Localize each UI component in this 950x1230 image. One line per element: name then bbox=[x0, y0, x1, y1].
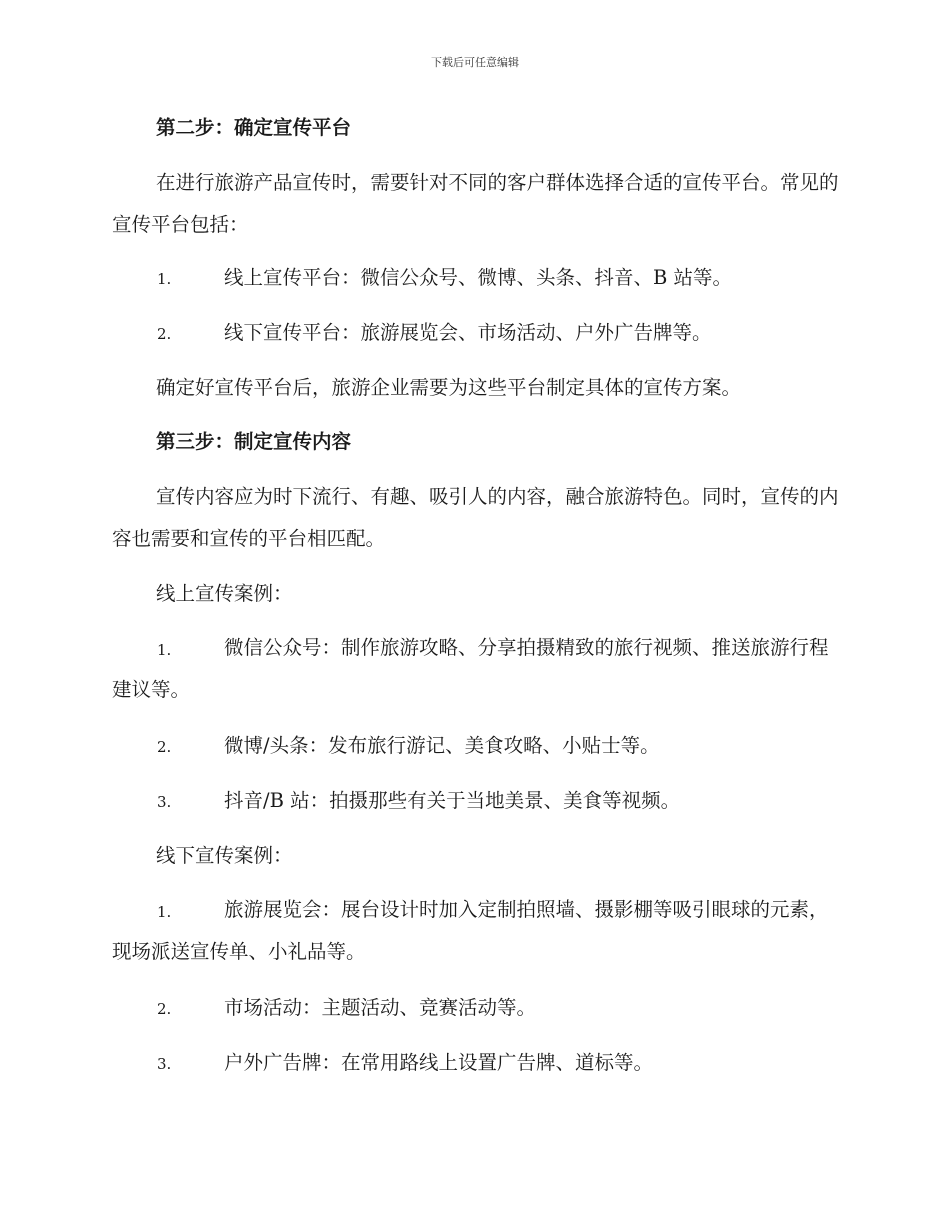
list-number: 3. bbox=[157, 793, 172, 811]
list-item bbox=[112, 321, 840, 345]
list-text: 市场活动：主题活动、竞赛活动等。 bbox=[224, 996, 537, 1019]
offline-cases-title: 线下宣传案例： bbox=[156, 844, 293, 867]
heading-step-two: 第二步：确定宣传平台 bbox=[156, 116, 352, 139]
list-number: 3. bbox=[157, 1055, 172, 1073]
list-text: 线下宣传平台：旅游展览会、市场活动、户外广告牌等。 bbox=[224, 321, 712, 344]
list-text: 户外广告牌：在常用路线上设置广告牌、道标等。 bbox=[224, 1051, 654, 1074]
list-item bbox=[112, 1051, 840, 1075]
list-number: 2. bbox=[157, 738, 172, 756]
list-text: 线上宣传平台：微信公众号、微博、头条、抖音、B 站等。 bbox=[224, 266, 733, 289]
list-number: 1. bbox=[157, 641, 172, 659]
page-header: 下载后可任意编辑 bbox=[431, 56, 519, 69]
heading-step-three: 第三步：制定宣传内容 bbox=[156, 430, 352, 453]
online-cases-title: 线上宣传案例： bbox=[156, 582, 293, 605]
list-number: 1. bbox=[157, 903, 172, 921]
list-item bbox=[112, 266, 840, 290]
paragraph-platform-intro: 在进行旅游产品宣传时，需要针对不同的客户群体选择合适的宣传平台。常见的宣传平台包括： bbox=[112, 171, 839, 236]
list-item bbox=[112, 734, 840, 758]
list-item bbox=[112, 789, 840, 813]
list-text: 抖音/B 站：拍摄那些有关于当地美景、美食等视频。 bbox=[224, 789, 681, 812]
list-number: 2. bbox=[157, 325, 172, 343]
paragraph-platform-plan: 确定好宣传平台后，旅游企业需要为这些平台制定具体的宣传方案。 bbox=[156, 376, 742, 399]
list-item bbox=[112, 996, 840, 1020]
paragraph-content-intro: 宣传内容应为时下流行、有趣、吸引人的内容，融合旅游特色。同时，宣传的内容也需要和宣传的平台相匹配。 bbox=[112, 485, 839, 550]
list-text: 微信公众号：制作旅游攻略、分享拍摄精致的旅行视频、推送旅游行程建议等。 bbox=[112, 636, 829, 701]
list-text: 微博/头条：发布旅行游记、美食攻略、小贴士等。 bbox=[224, 734, 660, 757]
list-item bbox=[112, 899, 840, 973]
list-text: 旅游展览会：展台设计时加入定制拍照墙、摄影棚等吸引眼球的元素，现场派送宣传单、小礼品等。 bbox=[112, 898, 829, 963]
list-number: 1. bbox=[157, 270, 172, 288]
list-item bbox=[112, 637, 840, 711]
list-number: 2. bbox=[157, 1000, 172, 1018]
